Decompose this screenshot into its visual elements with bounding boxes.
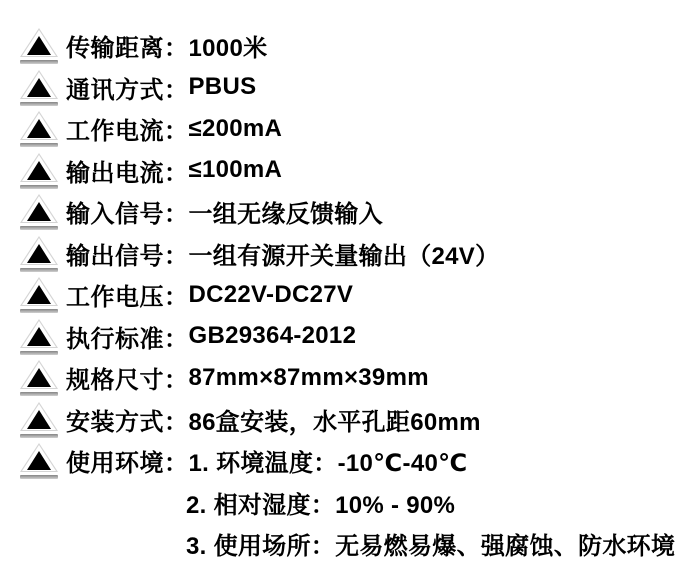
- spec-label: 使用环境：: [66, 450, 189, 478]
- bullet-slot: [20, 276, 60, 313]
- spec-value: 一组无缘反馈输入: [188, 201, 383, 229]
- bullet-slot: [20, 359, 60, 396]
- spec-value: 87mm×87mm×39mm: [188, 363, 429, 391]
- spec-row: [20, 274, 690, 316]
- bullet-slot: [20, 152, 60, 189]
- spec-label: 输入信号：: [66, 201, 189, 229]
- spec-row: [20, 108, 690, 150]
- spec-row: [20, 440, 690, 482]
- spec-label: 工作电流：: [66, 118, 189, 146]
- spec-label: 通讯方式：: [66, 76, 189, 104]
- spec-value: GB29364-2012: [188, 322, 357, 350]
- triangle-up-icon: [20, 69, 58, 106]
- triangle-up-icon: [20, 110, 58, 147]
- spec-sub-row: [20, 523, 690, 565]
- triangle-up-icon: [20, 401, 58, 438]
- triangle-up-icon: [20, 235, 58, 272]
- spec-label: 输出信号：: [66, 242, 189, 270]
- spec-value: DC22V-DC27V: [188, 280, 354, 308]
- spec-label: 执行标准：: [66, 325, 189, 353]
- bullet-slot: [20, 442, 60, 479]
- triangle-up-icon: [20, 152, 58, 189]
- spec-row: [20, 150, 690, 192]
- spec-row: [20, 357, 690, 399]
- spec-value: 一组有源开关量输出（24V）: [188, 242, 500, 270]
- spec-value: 1. 环境温度：-10℃-40℃: [188, 450, 468, 478]
- triangle-up-icon: [20, 276, 58, 313]
- bullet-slot: [20, 110, 60, 147]
- spec-row: [20, 316, 690, 358]
- bullet-slot: [20, 27, 60, 64]
- spec-value: 1000米: [188, 35, 268, 63]
- spec-label: 输出电流：: [66, 159, 189, 187]
- bullet-slot: [20, 401, 60, 438]
- spec-list: [20, 25, 690, 565]
- bullet-slot: [20, 235, 60, 272]
- spec-value: 2. 相对湿度：10% - 90%: [186, 491, 456, 519]
- spec-row: [20, 233, 690, 275]
- spec-label: 传输距离：: [66, 35, 189, 63]
- bullet-slot: [20, 193, 60, 230]
- spec-value: ≤200mA: [188, 114, 283, 142]
- spec-label: 工作电压：: [66, 284, 189, 312]
- spec-label: 规格尺寸：: [66, 367, 189, 395]
- triangle-up-icon: [20, 318, 58, 355]
- spec-label: 安装方式：: [66, 408, 189, 436]
- spec-value: 3. 使用场所：无易燃易爆、强腐蚀、防水环境: [186, 533, 676, 561]
- spec-row: [20, 399, 690, 441]
- spec-row: [20, 25, 690, 67]
- triangle-up-icon: [20, 193, 58, 230]
- spec-sub-row: [20, 482, 690, 524]
- spec-value: PBUS: [188, 73, 257, 101]
- spec-row: [20, 67, 690, 109]
- triangle-up-icon: [20, 442, 58, 479]
- bullet-slot: [20, 69, 60, 106]
- spec-row: [20, 191, 690, 233]
- triangle-up-icon: [20, 359, 58, 396]
- bullet-slot: [20, 318, 60, 355]
- triangle-up-icon: [20, 27, 58, 64]
- spec-value: 86盒安装，水平孔距60mm: [188, 408, 481, 436]
- spec-value: ≤100mA: [188, 156, 283, 184]
